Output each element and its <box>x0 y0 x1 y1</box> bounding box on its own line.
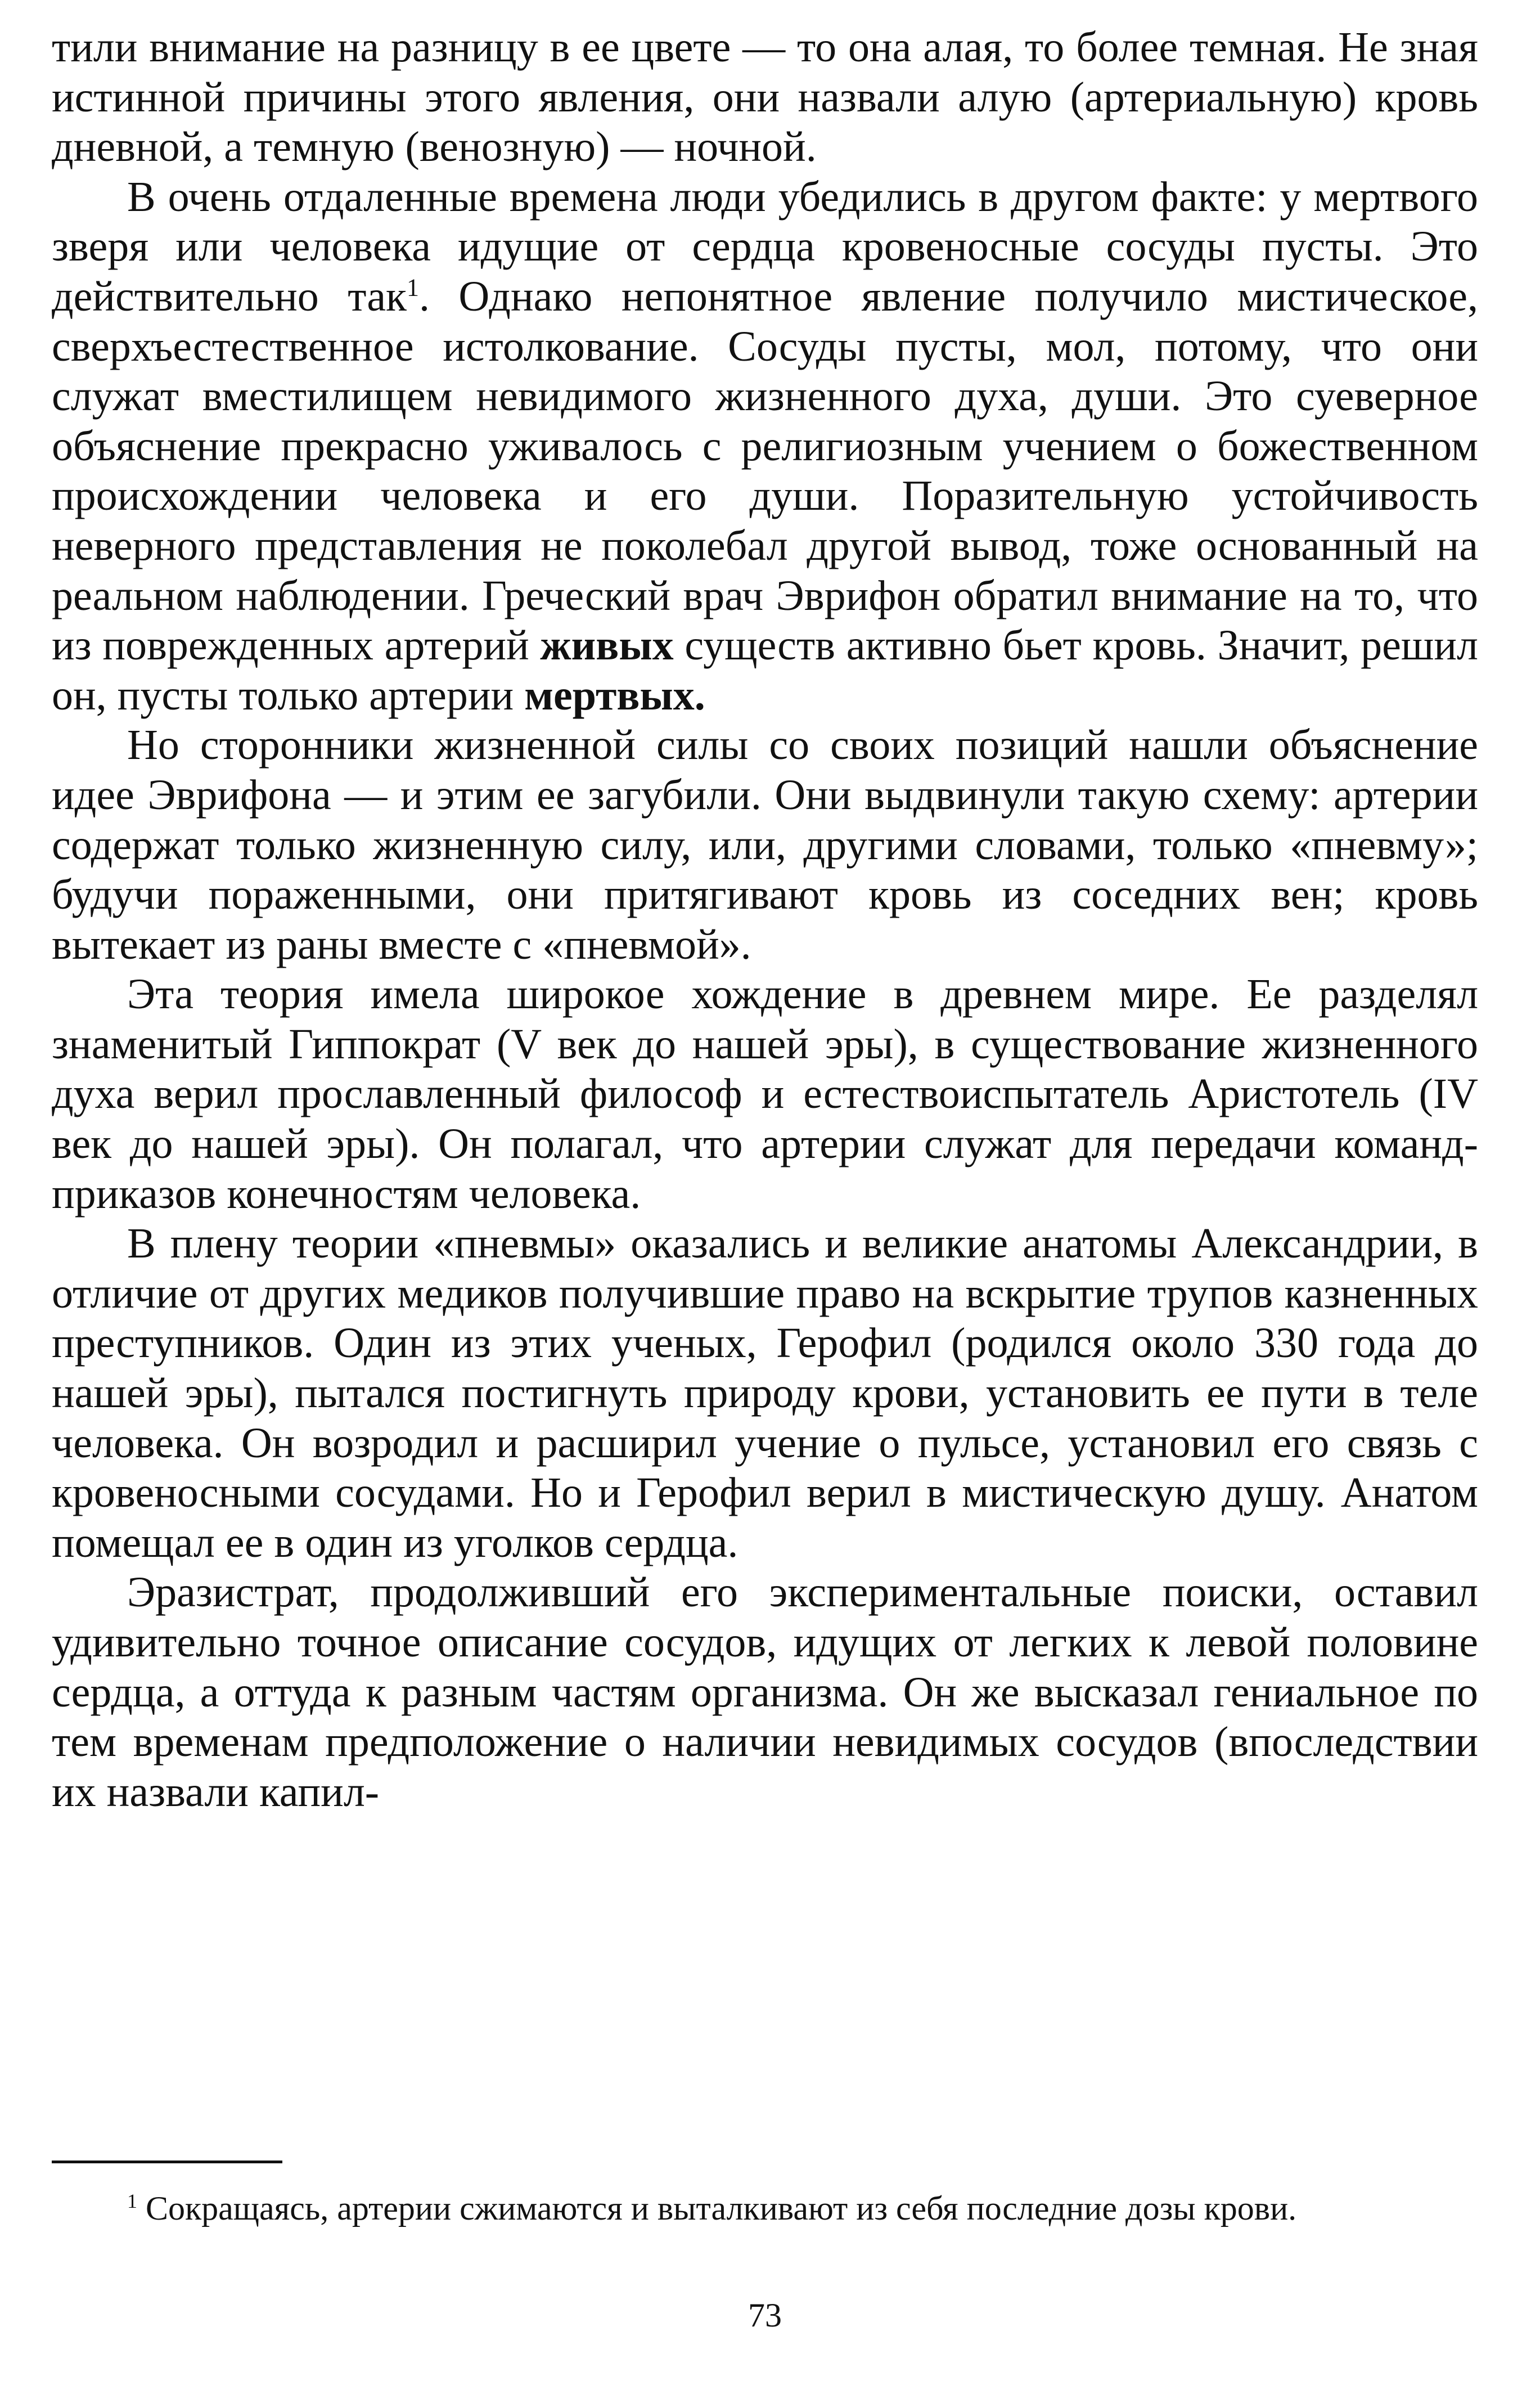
paragraph-2-part-3: существ активно бьет кровь. Значит, решил он, пусты только артерии <box>52 622 1478 719</box>
bold-word-dead: мертвых. <box>524 671 705 719</box>
paragraph-2 <box>52 172 1478 721</box>
paragraph-2-part-1: В очень отдаленные времена люди убедились в другом факте: у мертвого зверя или человека идущие от сердца кровеносные сосуды пусты. Это действительно так <box>52 173 1478 320</box>
paragraph-6: Эразистрат, продолживший его экспериментальные поиски, оставил удивительно точное описание сосудов, идущих от легких к левой половине сердца, а оттуда к разным частям организма. Он же высказал гениальное по тем временам предположение о наличии невидимых сосудов (впоследствии их назвали капил- <box>52 1569 1478 1816</box>
footnote <box>52 2188 1478 2229</box>
paragraph-4: Эта теория имела широкое хождение в древнем мире. Ее разделял знаменитый Гиппократ (V век до нашей эры), в существование жизненного духа верил прославленный философ и естествоиспытатель Аристотель (IV век до нашей эры). Он полагал, что артерии служат для передачи команд-приказов конечностям человека. <box>52 971 1478 1218</box>
book-page <box>52 23 1478 2374</box>
paragraph-3: Но сторонники жизненной силы со своих позиций нашли объяснение идее Эврифона — и этим ее загубили. Они выдвинули такую схему: артерии содержат только жизненную силу, или, другими словами, только «пневму»; будучи пораженными, они притягивают кровь из соседних вен; кровь вытекает из раны вместе с «пневмой». <box>52 721 1478 968</box>
bold-word-living: живых <box>540 622 674 670</box>
paragraph-1: тили внимание на разницу в ее цвете — то она алая, то более темная. Не зная истинной причины этого явления, они назвали алую (артериальную) кровь дневной, а темную (венозную) — ночной. <box>52 24 1478 171</box>
main-text <box>52 23 1478 1817</box>
footnote-divider <box>52 2161 282 2163</box>
paragraph-2-part-2: . Однако непонятное явление получило мистическое, сверхъестественное истолкование. Сосуды пусты, мол, потому, что они служат вместилищем невидимого жизненного духа, души. Это суеверное объяснение прекрасно уживалось с религиозным учением о божественном происхождении человека и его души. Поразительную устойчивость неверного представления не поколебал другой вывод, тоже основанный на реальном наблюдении. Греческий врач Эврифон обратил внимание на то, что из поврежденных артерий <box>52 272 1479 670</box>
footnote-reference[interactable]: 1 <box>407 273 419 302</box>
paragraph-5: В плену теории «пневмы» оказались и великие анатомы Александрии, в отличие от других медиков получившие право на вскрытие трупов казненных преступников. Один из этих ученых, Герофил (родился около 330 года до нашей эры), пытался постигнуть природу крови, установить ее пути в теле человека. Он возродил и расширил учение о пульсе, установил его связь с кровеносными сосудами. Но и Герофил верил в мистическую душу. Анатом помещал ее в один из уголков сердца. <box>52 1220 1478 1566</box>
footnote-mark: 1 <box>127 2190 137 2212</box>
page-number: 73 <box>748 2297 782 2334</box>
footnote-text: Сокращаясь, артерии сжимаются и выталкивают из себя последние дозы крови. <box>137 2190 1297 2227</box>
